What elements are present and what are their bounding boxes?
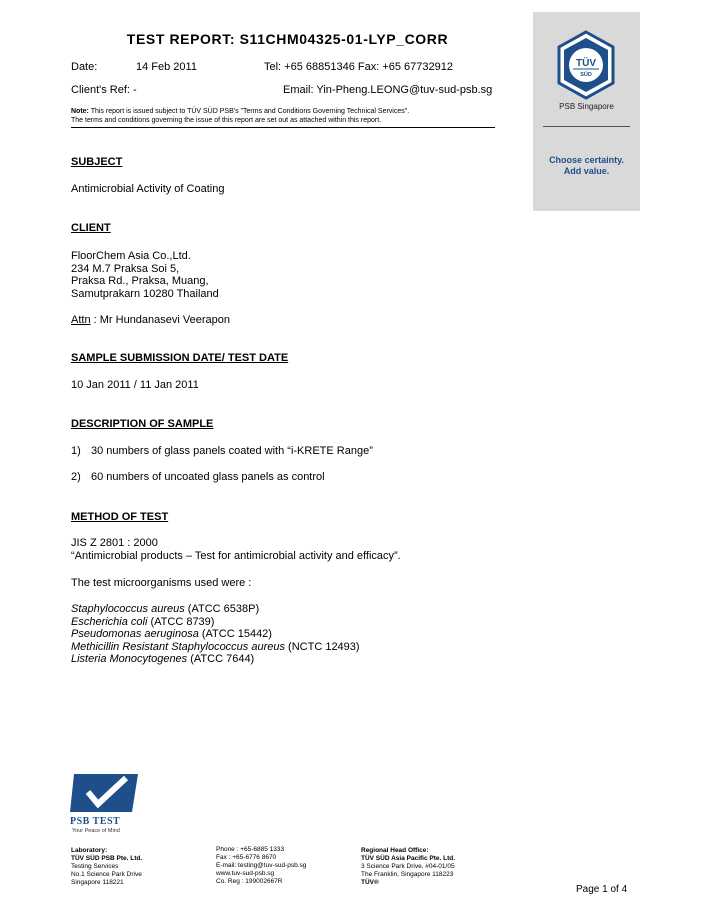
office-line: TÜV SÜD Asia Pacific Pte. Ltd.: [361, 855, 456, 862]
organism-name: Pseudomonas aeruginosa: [71, 628, 199, 640]
date-value: 14 Feb 2011: [136, 61, 197, 73]
subject-heading: SUBJECT: [71, 156, 123, 168]
description-item-text: 60 numbers of uncoated glass panels as control: [91, 471, 325, 483]
logo-caption: PSB Singapore: [559, 102, 614, 111]
contact-line: Fax : +65-6776 8670: [216, 854, 277, 861]
client-attention: [71, 314, 230, 327]
organism-name: Staphylococcus aureus: [71, 603, 185, 615]
page-number: Page 1 of 4: [576, 884, 628, 895]
psb-logo-text: PSB TEST: [70, 816, 121, 827]
logo-sub-text: SÜD: [580, 72, 592, 78]
organism-strain: (ATCC 8739): [147, 615, 215, 628]
dates-text: 10 Jan 2011 / 11 Jan 2011: [71, 379, 199, 391]
attn-value: : Mr Hundanasevi Veerapon: [90, 314, 230, 326]
client-address-line: Praksa Rd., Praksa, Muang,: [71, 275, 209, 287]
organism-strain: (ATCC 6538P): [184, 603, 260, 615]
organism-list: [71, 603, 360, 666]
client-ref: Client's Ref: -: [71, 84, 137, 96]
sidebar-divider: [543, 126, 630, 127]
footer-laboratory: [71, 847, 142, 887]
description-item-num: 1): [71, 445, 81, 457]
description-item-text: 30 numbers of glass panels coated with “i-KRETE Range”: [91, 445, 373, 457]
contact-line: Phone : +65-6885 1333: [216, 846, 285, 853]
contact-email: Email: Yin-Pheng.LEONG@tuv-sud-psb.sg: [283, 84, 493, 96]
slogan-line-1: Choose certainty.: [549, 155, 624, 165]
logo-text: TÜV: [576, 58, 596, 69]
contact-line: Co. Reg : 199002667R: [216, 878, 283, 885]
method-heading: METHOD OF TEST: [71, 511, 169, 523]
footer-head-office: [361, 847, 455, 887]
office-label: Regional Head Office:: [361, 847, 429, 854]
lab-label: Laboratory:: [71, 847, 108, 854]
office-line: The Franklin, Singapore 118223: [361, 871, 454, 878]
report-title: TEST REPORT: S11CHM04325-01-LYP_CORR: [126, 31, 449, 47]
date-label: Date:: [71, 61, 98, 73]
slogan-line-2: Add value.: [563, 166, 610, 176]
contact-line: www.tuv-sud-psb.sg: [216, 870, 275, 877]
note-label: Note:: [71, 108, 89, 115]
tel-fax: Tel: +65 68851346 Fax: +65 67732912: [264, 61, 453, 73]
attn-label: Attn: [71, 314, 91, 326]
organism-name: Escherichia coli: [71, 615, 148, 628]
client-address-line: FloorChem Asia Co.,Ltd.: [71, 250, 191, 262]
organism-strain: (ATCC 7644): [187, 653, 255, 665]
contact-line: E-mail: testing@tuv-sud-psb.sg: [216, 862, 307, 869]
psb-tagline: Your Peace of Mind: [72, 828, 120, 834]
header-divider: [71, 127, 495, 128]
organism-name: Methicillin Resistant Staphylococcus aureus: [71, 640, 285, 653]
office-line: 3 Science Park Drive, #04-01/05: [361, 863, 455, 870]
subject-text: Antimicrobial Activity of Coating: [71, 183, 225, 195]
note-line-2: The terms and conditions governing the issue of this report are set out as attached within this report.: [71, 117, 382, 124]
method-intro: The test microorganisms used were :: [71, 577, 252, 589]
lab-line: Singapore 118221: [71, 879, 124, 886]
note-line-1: This report is issued subject to TÜV SÜD PSB's "Terms and Conditions Governing Technical Services".: [88, 108, 410, 115]
organism-item: [71, 641, 360, 654]
lab-line: No.1 Science Park Drive: [71, 871, 142, 878]
organism-item: [71, 653, 360, 666]
terms-note: [71, 107, 501, 125]
tuv-sud-logo-icon: [556, 30, 616, 100]
description-heading: DESCRIPTION OF SAMPLE: [71, 418, 214, 430]
description-item-num: 2): [71, 471, 81, 483]
organism-name: Listeria Monocytogenes: [71, 653, 188, 665]
brand-slogan: [533, 155, 640, 177]
organism-strain: (NCTC 12493): [285, 640, 360, 653]
lab-line: Testing Services: [71, 863, 119, 870]
psb-test-logo-icon: [70, 770, 142, 815]
client-address-line: 234 M.7 Praksa Soi 5,: [71, 262, 180, 275]
method-standard: JIS Z 2801 : 2000: [71, 537, 158, 549]
organism-strain: (ATCC 15442): [198, 628, 272, 640]
method-standard-title: “Antimicrobial products – Test for antimicrobial activity and efficacy”.: [71, 550, 401, 562]
organism-item: [71, 603, 360, 616]
footer-contact: [216, 846, 306, 886]
client-address-line: Samutprakarn 10280 Thailand: [71, 287, 219, 300]
client-heading: CLIENT: [71, 222, 111, 234]
organism-item: [71, 628, 360, 641]
organism-item: [71, 616, 360, 629]
lab-line: TÜV SÜD PSB Pte. Ltd.: [71, 855, 143, 862]
dates-heading: SAMPLE SUBMISSION DATE/ TEST DATE: [71, 352, 289, 364]
client-address: [71, 250, 219, 300]
brand-sidebar: [533, 12, 640, 211]
office-tuv-mark: TÜV®: [361, 879, 379, 886]
